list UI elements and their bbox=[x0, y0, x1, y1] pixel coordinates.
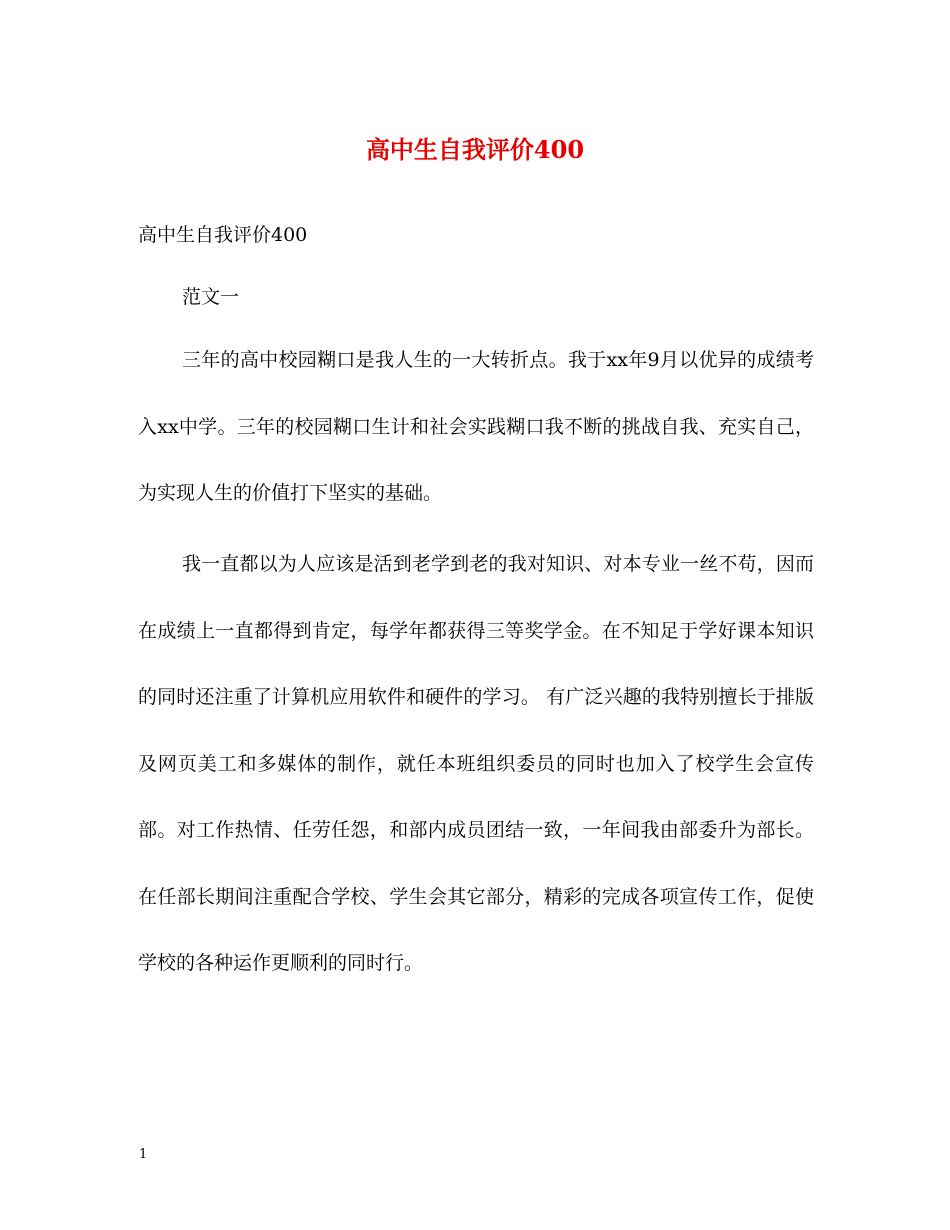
document-subtitle: 高中生自我评价400 bbox=[138, 224, 308, 246]
section-label: 范文一 bbox=[182, 286, 240, 308]
page-number: 1 bbox=[139, 1147, 148, 1162]
body-paragraph: 三年的高中校园糊口是我人生的一大转折点。我于xx年9月以优异的成绩考入xx中学。三年的校园糊口生计和社会实践糊口我不断的挑战自我、充实自己，为实现人生的价值打下坚实的基础。 bbox=[138, 349, 814, 504]
document-title: 高中生自我评价400 bbox=[365, 135, 585, 164]
body-paragraph: 我一直都以为人应该是活到老学到老的我对知识、对本专业一丝不苟，因而在成绩上一直都得到肯定，每学年都获得三等奖学金。在不知足于学好课本知识的同时还注重了计算机应用软件和硬件的学习。 有广泛兴趣的我特别擅长于排版及网页美工和多媒体的制作，就任本班组织委员的同时也加入了校学生会宣传部。对工作热情、任劳任怨，和部内成员团结一致，一年间我由部委升为部长。在任部长期间注重配合学校、学生会其它部分，精彩的完成各项宣传工作，促使学校的各种运作更顺利的同时行。 bbox=[138, 553, 814, 974]
